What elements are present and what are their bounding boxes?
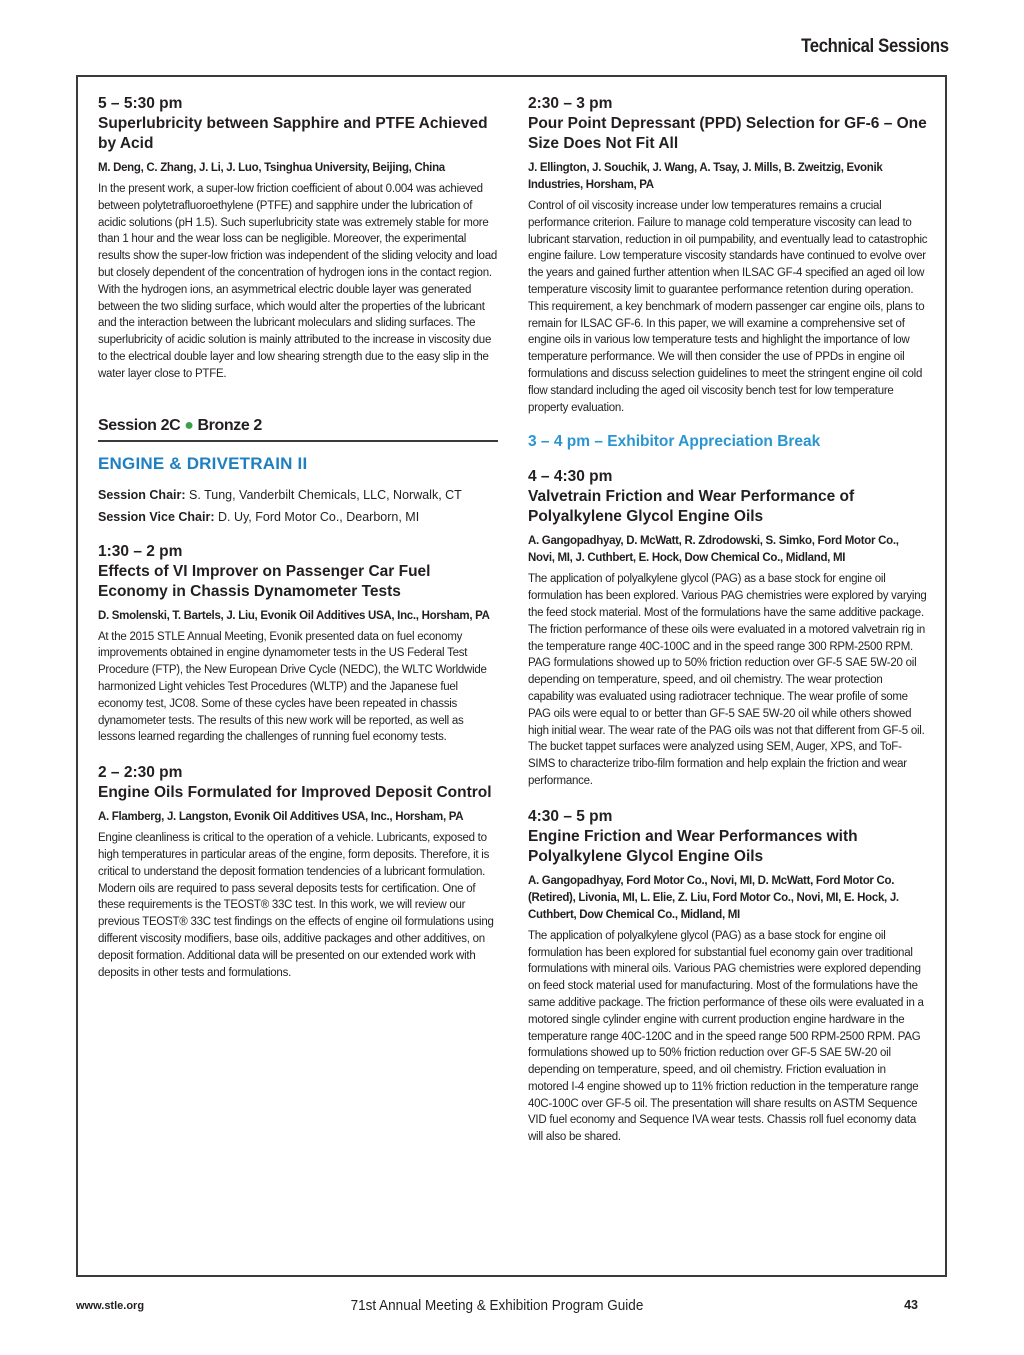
talk-authors: A. Gangopadhyay, Ford Motor Co., Novi, MI, D. McWatt, Ford Motor Co. (Retired), Livonia, MI, L. Elie, Z. Liu, Ford Motor Co., Novi, MI, E. Hock, J. Cuthbert, Dow Chemical Co., Midland, MI (528, 874, 899, 921)
talk-time: 4:30 – 5 pm (528, 807, 613, 825)
session-room: Bronze 2 (197, 416, 262, 434)
talk-ppd-selection (528, 94, 928, 416)
talk-title: Superlubricity between Sapphire and PTFE Achieved by Acid (98, 115, 488, 152)
talk-engine-friction (528, 807, 928, 1146)
page-number: 43 (904, 1298, 918, 1312)
talk-title: Engine Oils Formulated for Improved Deposit Control (98, 784, 492, 802)
talk-abstract: Control of oil viscosity increase under low temperatures remains a crucial performance criterion. Failure to manage cold temperature viscosity can lead to lubricant starvation, reduction in oil pumpability, and eventually lead to catastrophic engine failure. Low temperature viscosity standards have continued to evolve over the years and gained further attention when ILSAC GF-4 specified an aged oil low temperature viscosity limit to guarantee performance retention during operation. This requirement, a key benchmark of modern passenger car engine oils, plans to remain for ILSAC GF-6. In this paper, we will examine a comprehensive set of engine oils in various low temperature tests and highlight the importance of low temperature performance. We will then consider the use of PPDs in engine oil formulations and discuss selection guidelines to meet the stringent engine oil cold flow standard including the aged oil viscosity bench test for low temperature property evaluation. (528, 200, 928, 414)
talk-abstract: The application of polyalkylene glycol (PAG) as a base stock for engine oil formulation has been explored. Various PAG chemistries were explored by varying the feed stock material. Most of the formulations have the same additive package. The friction performance of these oils were evaluated in a motored valvetrain rig in the temperature range 40C-100C and in the speed range 300 RPM-2500 RPM. PAG formulations showed up to 50% friction reduction over GF-5 SAE 5W-20 oil depending on temperature, speed, and oil chemistry. The wear protection capability was evaluated using radiotracer technique. The wear profile of some PAG oils were equal to or better than GF-5 SAE 5W-20 oil while others showed high initial wear. The wear rate of the PAG oils was not that different from GF-5 oil. The bucket tappet surfaces were analyzed using SEM, Auger, XPS, and ToF-SIMS to characterize tribo-film formation and help explain the friction and wear performance. (528, 573, 927, 787)
talk-time: 5 – 5:30 pm (98, 95, 183, 112)
talk-vi-improver (98, 542, 498, 747)
footer-publication-title: 71st Annual Meeting & Exhibition Program Guide (350, 1297, 644, 1314)
talk-title: Valvetrain Friction and Wear Performance of Polyalkylene Glycol Engine Oils (528, 488, 855, 526)
session-code: Session 2C (98, 416, 181, 434)
exhibitor-break: 3 – 4 pm – Exhibitor Appreciation Break (528, 433, 821, 451)
right-column (528, 94, 928, 1163)
left-column (98, 94, 498, 998)
session-name: ENGINE & DRIVETRAIN II (98, 453, 308, 473)
talk-authors: M. Deng, C. Zhang, J. Li, J. Luo, Tsinghua University, Beijing, China (98, 162, 445, 174)
talk-abstract: At the 2015 STLE Annual Meeting, Evonik presented data on fuel economy improvements obtained in engine dynamometer tests in the US Federal Test Procedure (FTP), the New European Drive Cycle (NEDC), the WLTC Worldwide harmonized Light vehicles Test Procedures (WLTP) and the Japanese fuel economy test, JC08. Some of these cycles have been repeated in chassis dynamometer tests. The results of this new work will be reported, as well as lessons learned regarding the challenges of running fuel economy tests. (98, 630, 487, 744)
talk-abstract: Engine cleanliness is critical to the operation of a vehicle. Lubricants, exposed to high temperatures in particular areas of the engine, form deposits. Therefore, it is critical to understand the deposit formation tendencies of a lubricant formulation. Modern oils are required to pass several deposits tests for certification. One of these requirements is the TEOST® 33C test. In this work, we will review our previous TEOST® 33C test findings on the effects of engine oil formulations using different viscosity modifiers, base oils, additive packages and other additives, on deposit formation. Additional data will be presented on our extended work with deposits in other tests and formulations. (98, 832, 494, 979)
bullet-icon: ● (184, 416, 194, 434)
talk-title: Engine Friction and Wear Performances with Polyalkylene Glycol Engine Oils (528, 827, 858, 865)
talk-time: 4 – 4:30 pm (528, 468, 613, 486)
content-frame (76, 75, 947, 1277)
talk-authors: A. Flamberg, J. Langston, Evonik Oil Additives USA, Inc., Horsham, PA (98, 811, 464, 824)
talk-valvetrain-friction (528, 467, 928, 789)
talk-authors: A. Gangopadhyay, D. McWatt, R. Zdrodowski, S. Simko, Ford Motor Co., Novi, MI, J. Cuthbert, E. Hock, Dow Chemical Co., Midland, MI (528, 535, 899, 565)
session-vice-chair (98, 506, 498, 528)
page-header-title: Technical Sessions (801, 36, 949, 57)
talk-title: Effects of VI Improver on Passenger Car Fuel Economy in Chassis Dynamometer Tests (98, 562, 431, 600)
talk-superlubricity (98, 94, 498, 383)
session-heading (98, 417, 498, 442)
session-chair (98, 484, 498, 506)
talk-authors: D. Smolenski, T. Bartels, J. Liu, Evonik Oil Additives USA, Inc., Horsham, PA (98, 609, 490, 622)
talk-deposit-control (98, 763, 498, 981)
session-chair-label: Session Chair: (98, 487, 186, 502)
talk-abstract: The application of polyalkylene glycol (PAG) as a base stock for engine oil formulation has been explored for substantial fuel economy gain over traditional formulations with mineral oils. Various PAG chemistries were explored depending on feed stock material used for manufacturing. Most of the formulations have the same additive package. The friction performance of these oils were evaluated in a motored single cylinder engine with current production engine hardware in the temperature range 40C-120C and in the speed range 500 RPM-2500 RPM. PAG formulations showed up to 50% friction reduction over GF-5 SAE 5W-20 oil depending on temperature, speed, and oil chemistry. Friction evaluation in motored I-4 engine showed up to 11% friction reduction in the temperature range 40C-100C over GF-5 oil. The presentation will share results on ASTM Sequence VID fuel economy and Sequence IVA wear tests. Chassis roll fuel economy data will also be shared. (528, 929, 924, 1144)
talk-title: Pour Point Depressant (PPD) Selection for GF-6 – One Size Does Not Fit All (528, 115, 927, 152)
talk-abstract: In the present work, a super-low friction coefficient of about 0.004 was achieved between polytetrafluoroethylene (PTFE) and sapphire under the lubrication of acidic solutions (pH 1.5). Such superlubricity state was extremely stable for more than 1 hour and the wear loss can be negligible. Moreover, the experimental results show the super-low friction was independent of the sliding velocity and load but closely dependent of the concentration of hydrogen ions in the contact region. With the hydrogen ions, an asymmetrical electric double layer was generated between the two sliding surface, which would alter the properties of the lubricant and the interaction between the lubricant moleculars and sliding surfaces. The superlubricity of acidic solution is mainly attributed to the increase in viscosity due to the electrical double layer and low shearing strength due to the easy slip in the water layer close to PTFE. (98, 183, 497, 380)
session-vice-chair-value: D. Uy, Ford Motor Co., Dearborn, MI (217, 509, 420, 524)
page-footer (76, 1297, 918, 1317)
talk-time: 2:30 – 3 pm (528, 95, 613, 112)
session-chair-value: S. Tung, Vanderbilt Chemicals, LLC, Norwalk, CT (189, 487, 462, 502)
talk-time: 2 – 2:30 pm (98, 764, 183, 782)
talk-time: 1:30 – 2 pm (98, 542, 183, 560)
talk-authors: J. Ellington, J. Souchik, J. Wang, A. Tsay, J. Mills, B. Zweitzig, Evonik Industries, Horsham, PA (528, 162, 883, 191)
footer-url[interactable]: www.stle.org (76, 1300, 145, 1312)
session-vice-chair-label: Session Vice Chair: (98, 509, 215, 524)
